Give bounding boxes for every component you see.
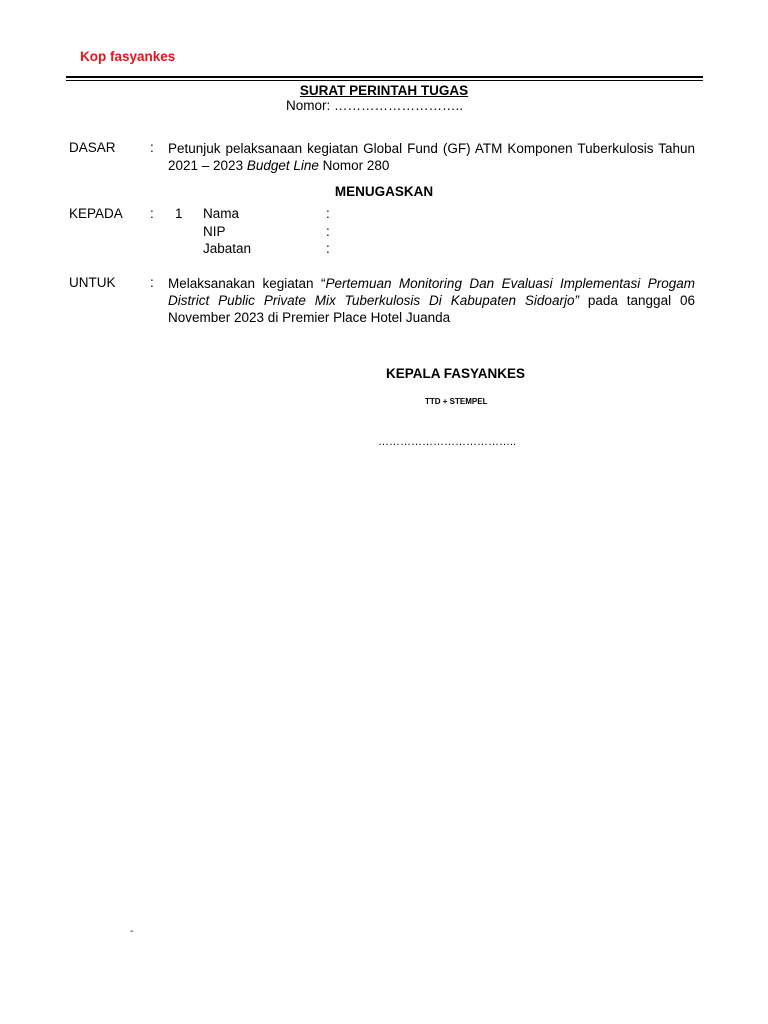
field-nip-label: NIP: [203, 224, 226, 239]
field-nama-colon: :: [326, 206, 330, 221]
untuk-text-part1: Melaksanakan kegiatan “: [168, 276, 326, 291]
footer-mark: -: [130, 926, 134, 937]
signature-title: KEPALA FASYANKES: [386, 366, 526, 381]
header-rule-thick: [66, 76, 703, 78]
kepada-colon: :: [150, 206, 154, 221]
untuk-text: [168, 275, 695, 326]
dasar-text: [168, 140, 695, 174]
menugaskan-heading: MENUGASKAN: [334, 184, 434, 199]
untuk-text-part2: pada tanggal 06 November 2023 di Premier Place Hotel Juanda: [168, 293, 695, 325]
untuk-colon: :: [150, 275, 154, 290]
signature-line: ………………………………..: [378, 436, 517, 448]
field-nip-colon: :: [326, 224, 330, 239]
dasar-text-italic: Budget Line: [246, 158, 319, 173]
dasar-label: DASAR: [69, 140, 116, 155]
field-jabatan-label: Jabatan: [203, 241, 252, 256]
field-nama-label: Nama: [203, 206, 240, 221]
dasar-colon: :: [150, 140, 154, 155]
dasar-text-part2: Nomor 280: [318, 158, 390, 173]
untuk-text-italic: Pertemuan Monitoring Dan Evaluasi Implementasi Progam District Public Private Mix Tuberkulosis Di Kabupaten Sidoarjo”: [168, 276, 695, 308]
field-jabatan-colon: :: [326, 241, 330, 256]
kepada-number: 1: [175, 206, 183, 221]
letterhead-placeholder: Kop fasyankes: [80, 49, 176, 64]
kepada-label: KEPADA: [69, 206, 123, 221]
dasar-text-part1: Petunjuk pelaksanaan kegiatan Global Fund (GF) ATM Komponen Tuberkulosis Tahun 2021 – 2023: [168, 141, 695, 173]
header-rule-thin: [66, 80, 703, 81]
signature-note: TTD + STEMPEL: [425, 397, 488, 406]
document-number: Nomor: ………………………..: [286, 98, 464, 113]
untuk-label: UNTUK: [69, 275, 116, 290]
document-title: SURAT PERINTAH TUGAS: [299, 83, 469, 98]
